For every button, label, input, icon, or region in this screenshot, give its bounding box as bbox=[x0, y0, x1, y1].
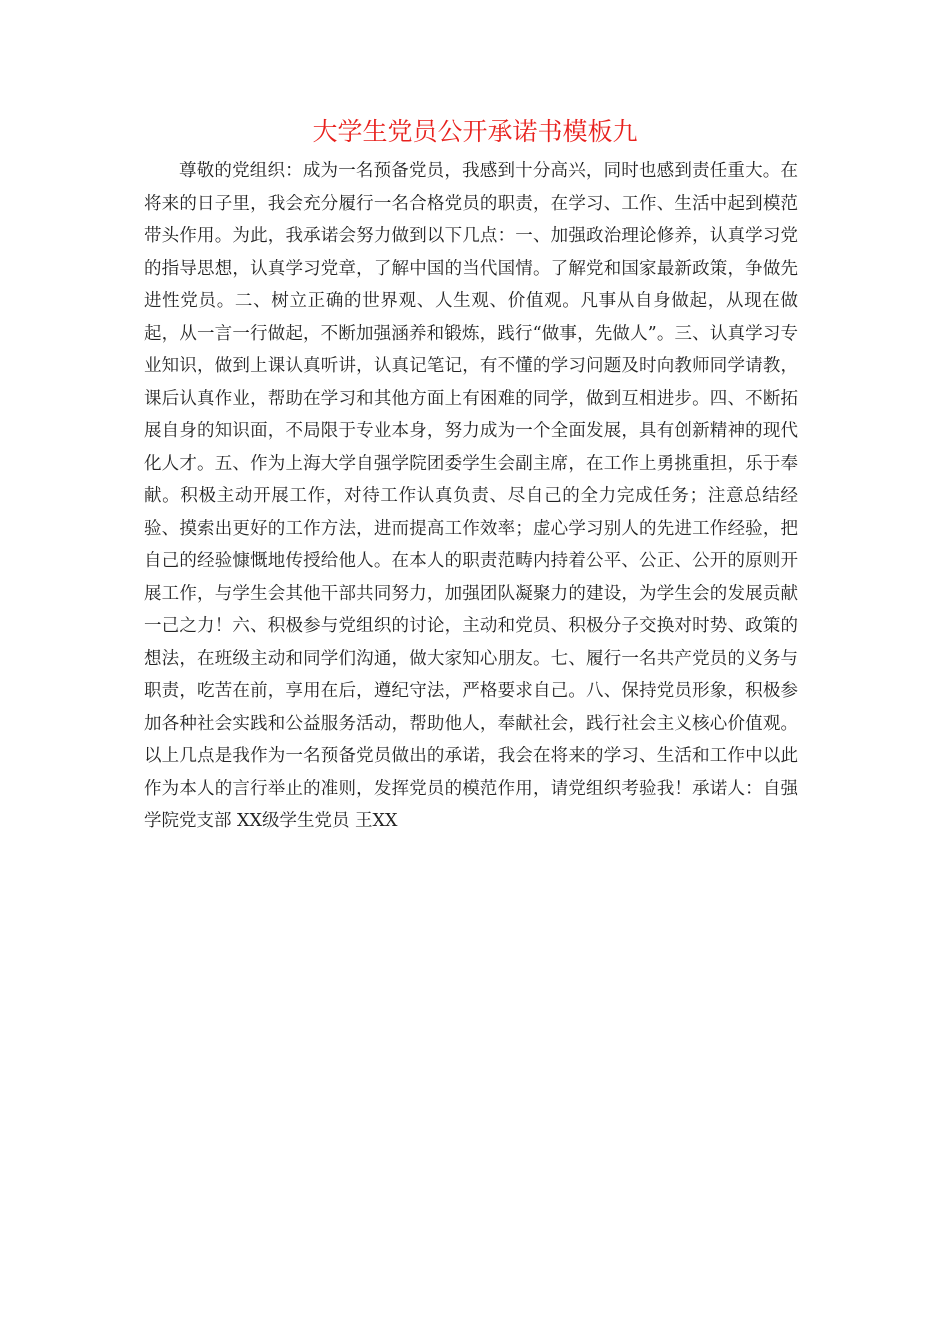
document-title: 大学生党员公开承诺书模板九 bbox=[312, 117, 638, 146]
document-body: 尊敬的党组织：成为一名预备党员，我感到十分高兴，同时也感到责任重大。在将来的日子里，我会充分履行一名合格党员的职责，在学习、工作、生活中起到模范带头作用。为此，我承诺会努力做到以下几点：一、加强政治理论修养，认真学习党的指导思想，认真学习党章，了解中国的当代国情。了解党和国家最新政策，争做先进性党员。二、树立正确的世界观、人生观、价值观。凡事从自身做起，从现在做起，从一言一行做起，不断加强涵养和锻炼，践行“做事，先做人”。三、认真学习专业知识，做到上课认真听讲，认真记笔记，有不懂的学习问题及时向教师同学请教，课后认真作业，帮助在学习和其他方面上有困难的同学，做到互相进步。四、不断拓展自身的知识面，不局限于专业本身，努力成为一个全面发展，具有创新精神的现代化人才。五、作为上海大学自强学院团委学生会副主席，在工作上勇挑重担，乐于奉献。积极主动开展工作，对待工作认真负责、尽自己的全力完成任务；注意总结经验、摸索出更好的工作方法，进而提高工作效率；虚心学习别人的先进工作经验，把自己的经验慷慨地传授给他人。在本人的职责范畴内持着公平、公正、公开的原则开展工作，与学生会其他干部共同努力，加强团队凝聚力的建设，为学生会的发展贡献一己之力！六、积极参与党组织的讨论，主动和党员、积极分子交换对时势、政策的想法，在班级主动和同学们沟通，做大家知心朋友。七、履行一名共产党员的义务与职责，吃苦在前，享用在后，遵纪守法，严格要求自己。八、保持党员形象，积极参加各种社会实践和公益服务活动，帮助他人，奉献社会，践行社会主义核心价值观。以上几点是我作为一名预备党员做出的承诺，我会在将来的学习、生活和工作中以此作为本人的言行举止的准则，发挥党员的模范作用，请党组织考验我！承诺人：自强学院党支部 XX级学生党员 王XX bbox=[144, 161, 798, 831]
